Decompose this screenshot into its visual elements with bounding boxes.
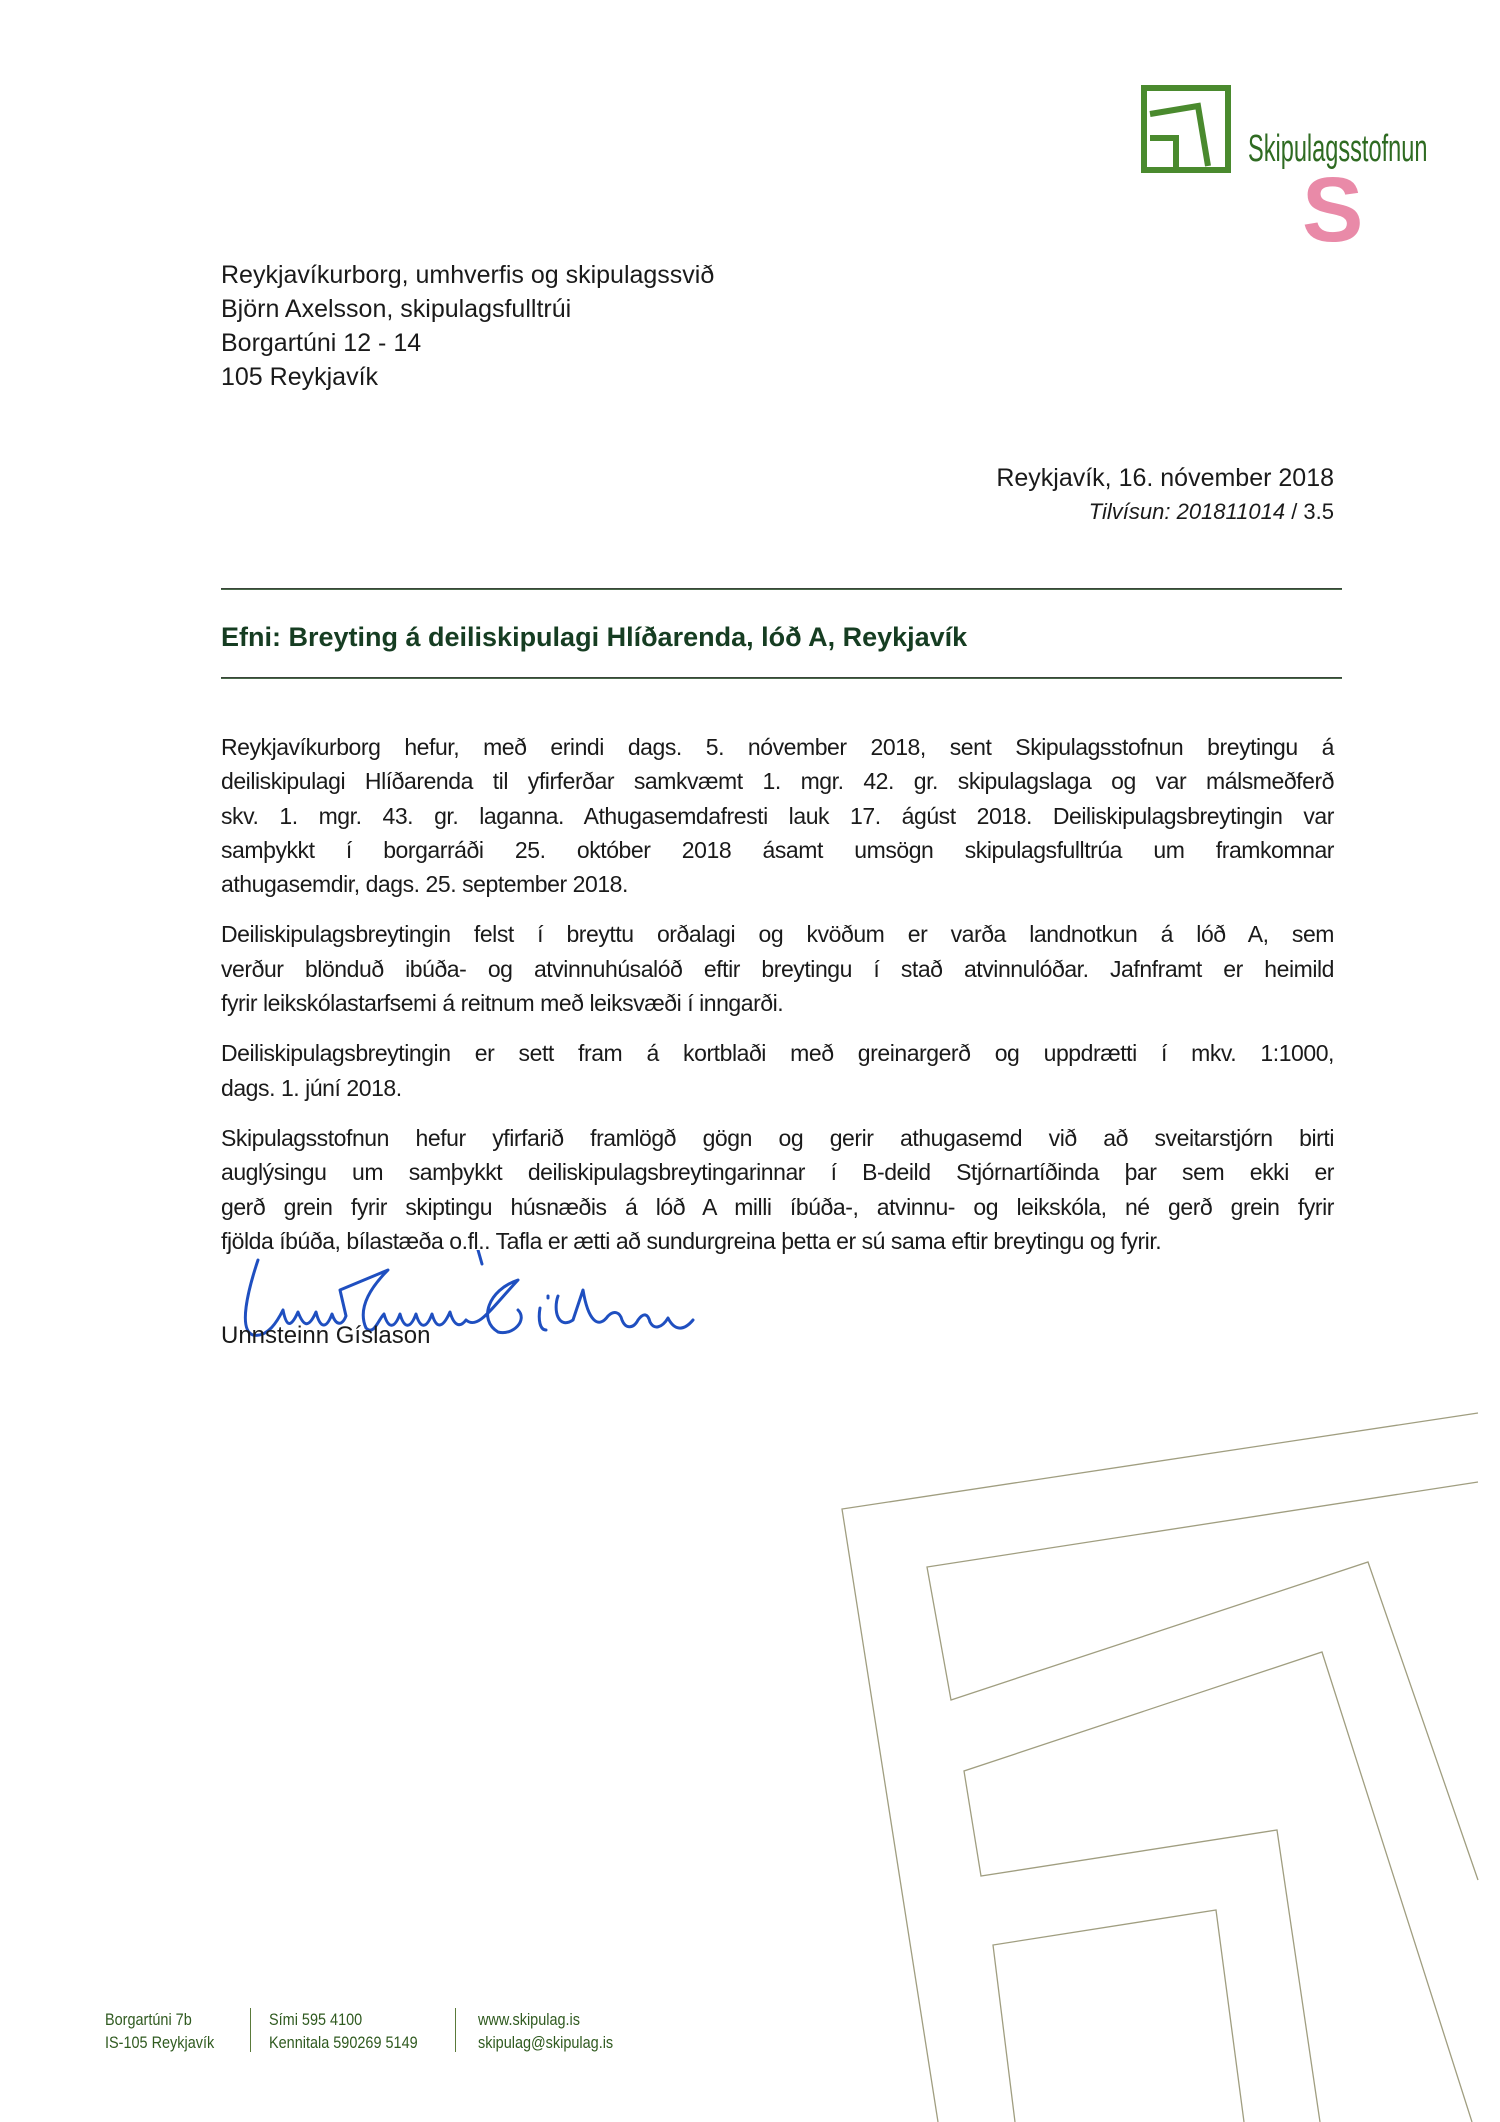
footer-divider (455, 2008, 456, 2052)
paragraph-line: fjölda íbúða, bílastæða o.fl.. Tafla er ætti að sundurgreina þetta er sú sama eftir breytingu og fyrir. (221, 1227, 1162, 1254)
footer-divider (250, 2008, 251, 2052)
footer-phone: Sími 595 4100 (269, 2010, 363, 2029)
paragraph-line: dags. 1. júní 2018. (221, 1074, 402, 1101)
footer-website-link[interactable]: www.skipulag.is (478, 2010, 580, 2029)
signer-name: Unnsteinn Gíslason (221, 1322, 431, 1349)
recipient-line: 105 Reykjavík (221, 363, 379, 391)
subject-heading: Efni: Breyting á deiliskipulagi Hlíðarenda, lóð A, Reykjavík (221, 622, 968, 652)
paragraph-line: skv. 1. mgr. 43. gr. laganna. Athugasemdafresti lauk 17. ágúst 2018. Deiliskipulagsbreytingin var (221, 802, 1334, 829)
paragraph-line: verður blönduð ibúða- og atvinnuhúsalóð eftir breytingu í stað atvinnulóðar. Jafnframt er heimild (221, 955, 1334, 982)
stamp-letter: S (1302, 159, 1364, 261)
recipient-line: Björn Axelsson, skipulagsfulltrúi (221, 295, 572, 323)
footer-company-id: Kennitala 590269 5149 (269, 2033, 418, 2052)
paragraph-line: Deiliskipulagsbreytingin er sett fram á kortblaði með greinargerð og uppdrætti í mkv. 1:1000, (221, 1040, 1334, 1067)
footer-street: Borgartúni 7b (105, 2010, 192, 2029)
paragraph-line: Skipulagsstofnun hefur yfirfarið framlögð gögn og gerir athugasemd við að sveitarstjórn birti (221, 1124, 1334, 1151)
footer-contact (269, 2008, 418, 2054)
footer-email-link[interactable]: skipulag@skipulag.is (478, 2033, 614, 2052)
paragraph-line: athugasemdir, dags. 25. september 2018. (221, 871, 628, 898)
paragraph-line: Reykjavíkurborg hefur, með erindi dags. 5. nóvember 2018, sent Skipulagsstofnun breytingu á (221, 734, 1334, 760)
reference-suffix: / 3.5 (1285, 499, 1334, 524)
paragraph-line: Deiliskipulagsbreytingin felst í breyttu orðalagi og kvöðum er varða landnotkun á lóð A, sem (221, 921, 1334, 948)
reference-label: Tilvísun: 201811014 (1088, 499, 1286, 524)
recipient-line: Borgartúni 12 - 14 (221, 329, 422, 357)
paragraph-line: fyrir leikskólastarfsemi á reitnum með leiksvæði í inngarði. (221, 990, 784, 1017)
logo-wordmark: Skipulagsstofnun (1248, 128, 1428, 170)
footer-address (105, 2008, 214, 2054)
footer-city: IS-105 Reykjavík (105, 2033, 215, 2052)
recipient-line: Reykjavíkurborg, umhverfis og skipulagssvið (221, 261, 715, 289)
footer-web (478, 2008, 613, 2054)
paragraph-line: auglýsingu um samþykkt deiliskipulagsbreytingarinnar í B-deild Stjórnartíðinda þar sem ekki er (221, 1159, 1334, 1186)
letter-date: Reykjavík, 16. nóvember 2018 (996, 464, 1334, 492)
paragraph-line: gerð grein fyrir skiptingu húsnæðis á lóð A milli íbúða-, atvinnu- og leikskóla, né gerð grein fyrir (221, 1193, 1334, 1220)
paragraph-line: deiliskipulagi Hlíðarenda til yfirferðar samkvæmt 1. mgr. 42. gr. skipulagslaga og var málsmeðferð (221, 768, 1334, 795)
paragraph-line: samþykkt í borgarráði 25. október 2018 ásamt umsögn skipulagsfulltrúa um framkomnar (221, 836, 1334, 863)
